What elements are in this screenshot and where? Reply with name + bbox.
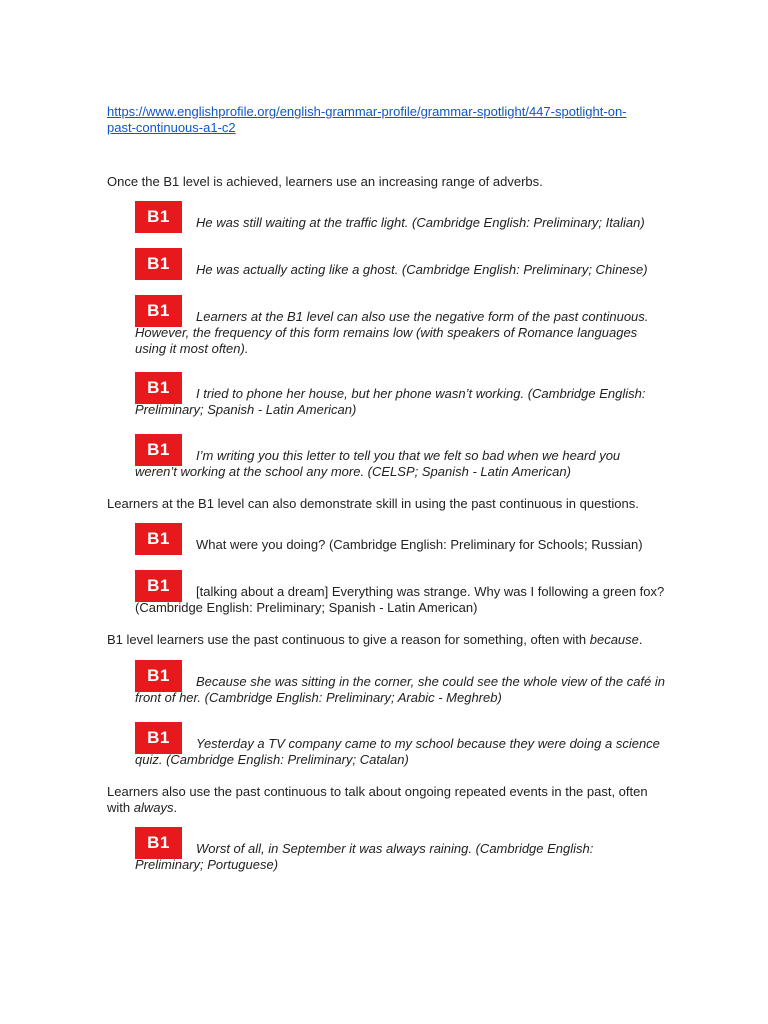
example-item [135,201,665,231]
b1-badge-icon: B1 [135,660,182,692]
b1-badge-icon: B1 [135,248,182,280]
example-item [135,660,665,706]
example-text: [talking about a dream] Everything was strange. Why was I following a green fox? (Cambridge English: Preliminary; Spanish - Latin American) [135,584,665,615]
b1-badge-icon: B1 [135,827,182,859]
questions-paragraph: Learners at the B1 level can also demonstrate skill in using the past continuous in questions. [107,496,639,511]
because-keyword: because [589,632,639,647]
example-item [135,372,665,418]
always-keyword: always [133,800,174,815]
because-punct: . [638,632,643,647]
source-link[interactable]: https://www.englishprofile.org/english-grammar-profile/grammar-spotlight/447-spotlight-on-past-continuous-a1-c2 [107,104,627,135]
because-paragraph [107,632,667,648]
b1-badge-icon: B1 [135,372,182,404]
example-text: I’m writing you this letter to tell you that we felt so bad when we heard you weren’t working at the school any more. (CELSP; Spanish - Latin American) [135,448,621,479]
example-item [135,295,665,357]
example-text: I tried to phone her house, but her phone wasn’t working. (Cambridge English: Preliminary; Spanish - Latin American) [135,386,646,417]
b1-badge-icon: B1 [135,434,182,466]
because-text: B1 level learners use the past continuous to give a reason for something, often with [107,632,590,647]
always-punct: . [173,800,178,815]
example-item [135,827,665,873]
b1-badge-icon: B1 [135,201,182,233]
example-item [135,722,665,768]
example-item [135,523,665,553]
example-text: He was actually acting like a ghost. (Cambridge English: Preliminary; Chinese) [196,262,648,277]
b1-badge-icon: B1 [135,295,182,327]
example-item [135,434,665,480]
always-text: Learners also use the past continuous to talk about ongoing repeated events in the past, often with [107,784,648,815]
example-text: He was still waiting at the traffic light. (Cambridge English: Preliminary; Italian) [196,215,645,230]
example-item [135,248,665,278]
b1-badge-icon: B1 [135,722,182,754]
example-item [135,570,665,616]
example-text: What were you doing? (Cambridge English: Preliminary for Schools; Russian) [196,537,643,552]
example-text: Because she was sitting in the corner, she could see the whole view of the café in front of her. (Cambridge English: Preliminary; Arabic - Meghreb) [135,674,665,705]
always-paragraph [107,784,667,816]
b1-badge-icon: B1 [135,570,182,602]
intro-paragraph: Once the B1 level is achieved, learners use an increasing range of adverbs. [107,174,543,189]
example-text: Learners at the B1 level can also use the negative form of the past continuous. However, the frequency of this form remains low (with speakers of Romance languages using it most often). [135,309,649,356]
example-text: Worst of all, in September it was always raining. (Cambridge English: Preliminary; Portuguese) [135,841,594,872]
example-text: Yesterday a TV company came to my school because they were doing a science quiz. (Cambridge English: Preliminary; Catalan) [135,736,660,767]
b1-badge-icon: B1 [135,523,182,555]
